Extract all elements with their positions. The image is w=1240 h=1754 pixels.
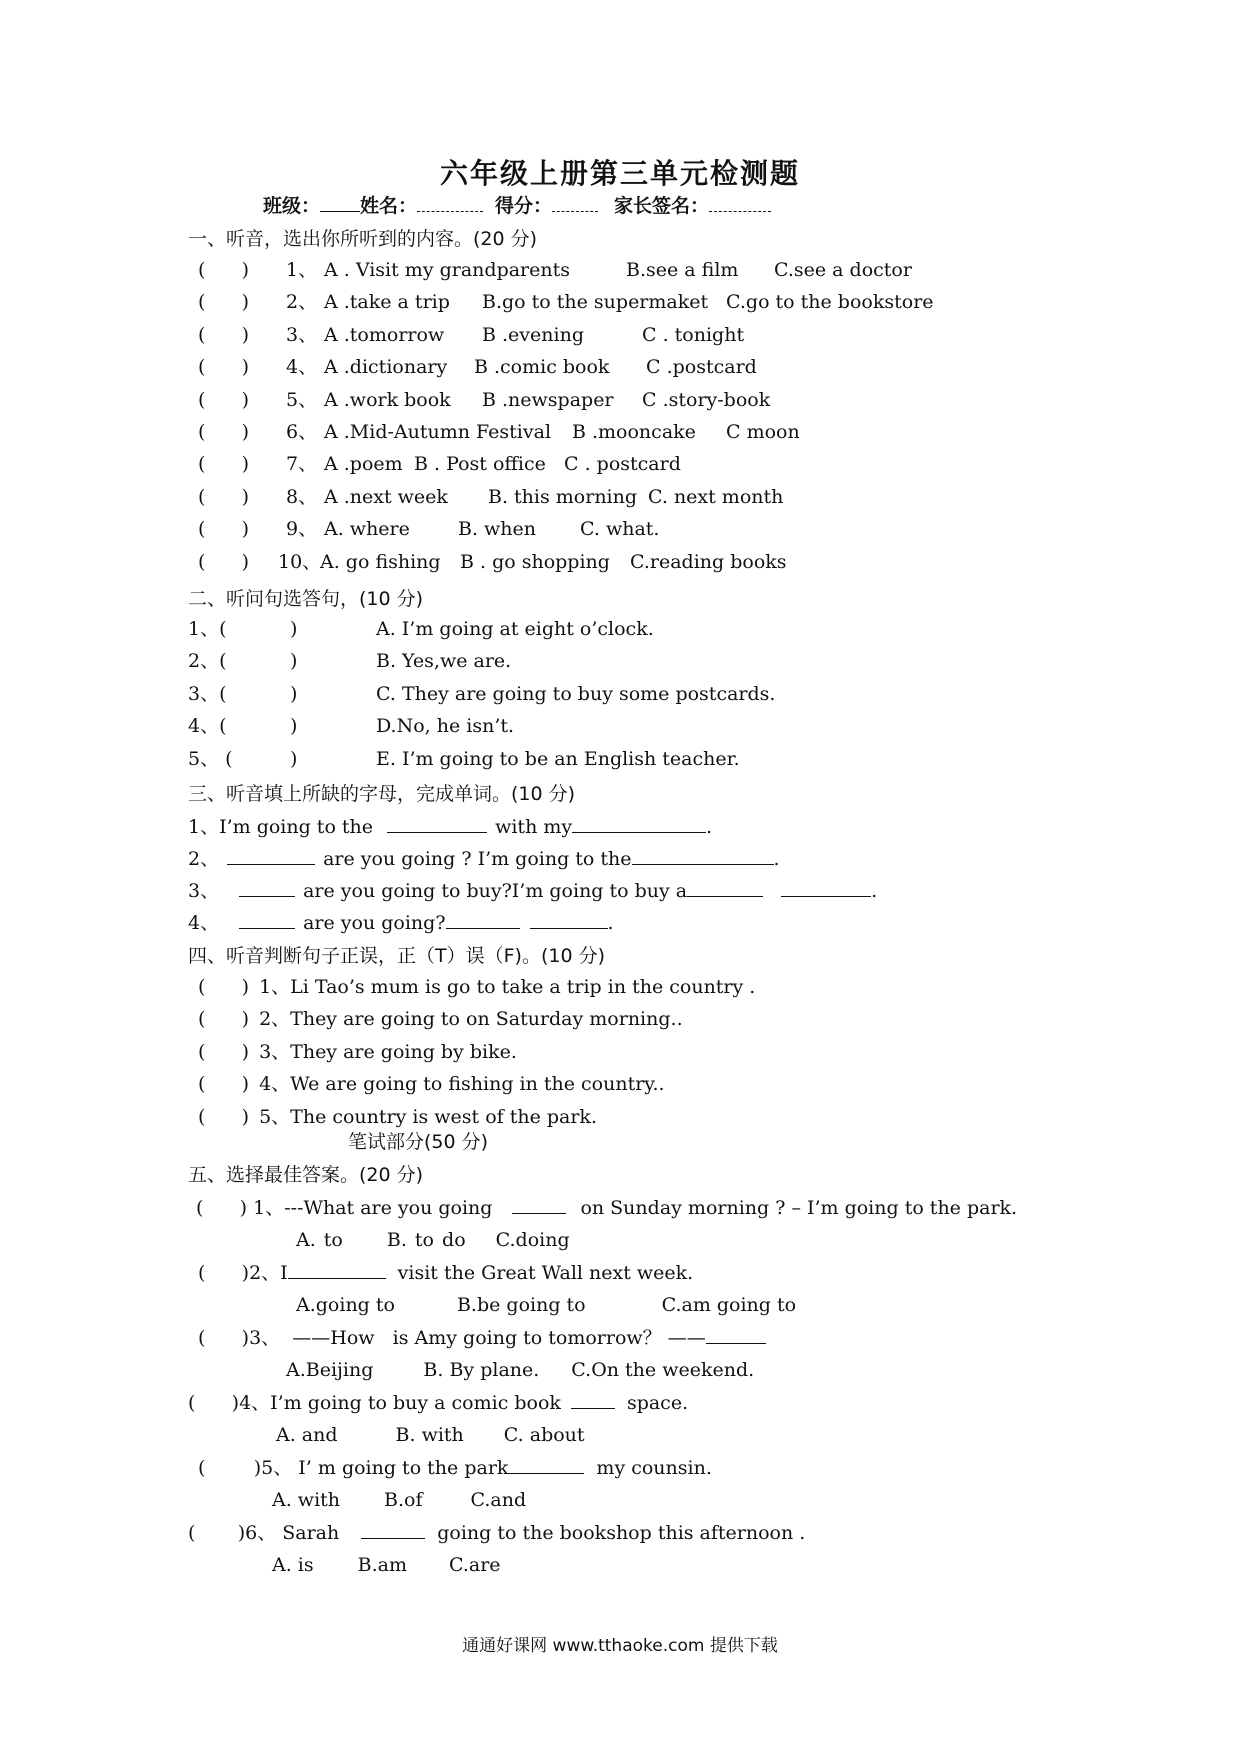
item-number: 5、 [261, 1457, 293, 1479]
answer-blank[interactable] [387, 814, 487, 833]
item-number: 10、 [278, 550, 322, 573]
answer-bracket[interactable]: ( ) [198, 259, 250, 281]
mc-question-6 [188, 1520, 805, 1545]
answer-option: B. Yes,we are. [376, 650, 512, 673]
written-part-heading: 笔试部分(50 分) [348, 1131, 489, 1153]
question-text: I’m going to buy a comic book [270, 1392, 561, 1414]
statement-text: They are going by bike. [290, 1040, 517, 1063]
item-number[interactable]: 4、( [188, 715, 227, 738]
question-answer-item [188, 682, 776, 706]
option-c[interactable]: C. next month [648, 485, 784, 508]
item-number: 4、 [259, 1073, 291, 1096]
answer-bracket[interactable]: ( ) [198, 291, 250, 314]
statement-text: They are going to on Saturday morning.. [290, 1008, 683, 1031]
statement-text: We are going to fishing in the country.. [290, 1073, 665, 1096]
item-number: 5、 [286, 388, 318, 411]
answer-bracket[interactable]: ( ) [198, 1457, 262, 1479]
answer-blank[interactable] [706, 1325, 766, 1344]
option-b[interactable]: B.am [357, 1554, 407, 1576]
question-answer-item [188, 649, 512, 673]
class-label: 班级： [263, 195, 321, 217]
sentence-text: are you going ? I’m going to the [323, 848, 632, 870]
mc-options-3 [286, 1358, 754, 1382]
fill-line-4 [188, 910, 614, 935]
answer-bracket[interactable]: ( ) [198, 1327, 250, 1349]
item-number: 1、 [253, 1197, 285, 1219]
answer-blank[interactable] [239, 910, 295, 929]
option-c[interactable]: C.are [449, 1554, 501, 1576]
answer-bracket-close[interactable]: ) [290, 682, 298, 705]
option-b[interactable]: B .newspaper [482, 388, 614, 411]
option-c[interactable]: C.go to the bookstore [726, 291, 934, 314]
mc-question-3 [198, 1325, 766, 1350]
option-c[interactable]: C.reading books [630, 550, 787, 573]
answer-bracket[interactable]: ( ) [198, 1008, 250, 1031]
option-c[interactable]: C .postcard [646, 356, 757, 379]
question-text: ---What are you going [284, 1197, 493, 1219]
item-number[interactable]: 3、( [188, 682, 227, 705]
item-number: 7、 [286, 453, 318, 476]
item-number: 8、 [286, 485, 318, 508]
item-number: 6、 [245, 1522, 277, 1544]
answer-blank[interactable] [239, 878, 295, 897]
answer-option: C. They are going to buy some postcards. [376, 682, 776, 705]
option-b[interactable]: B.of [384, 1489, 423, 1511]
item-number: 5、 [259, 1105, 291, 1128]
answer-bracket[interactable]: ( ) [198, 1105, 250, 1128]
option-c[interactable]: C.and [470, 1489, 527, 1511]
true-false-item [198, 1105, 597, 1129]
question-text: visit the Great Wall next week. [397, 1262, 694, 1284]
option-b[interactable]: B . Post office [414, 453, 546, 476]
option-c[interactable]: C.doing [495, 1229, 570, 1251]
fill-line-3 [188, 878, 877, 903]
option-b[interactable]: B. to do [386, 1229, 466, 1251]
question-answer-item [188, 714, 515, 738]
option-b[interactable]: B. when [458, 518, 537, 541]
sentence-end: . [773, 848, 780, 870]
option-b[interactable]: B.be going to [456, 1294, 586, 1316]
option-c[interactable]: C moon [726, 421, 800, 443]
answer-bracket[interactable]: ( ) [196, 1197, 248, 1219]
answer-bracket[interactable]: ( ) [198, 485, 250, 508]
answer-blank[interactable] [572, 814, 706, 833]
option-a[interactable]: A .Mid-Autumn Festival [324, 421, 552, 443]
option-b[interactable]: B .comic book [474, 356, 610, 379]
answer-option: E. I’m going to be an English teacher. [376, 747, 740, 770]
option-a[interactable]: A. is [272, 1554, 314, 1576]
option-a[interactable]: A .tomorrow [324, 323, 445, 346]
sentence-text: are you going to buy?I’m going to buy a [303, 880, 688, 902]
student-info-line [263, 193, 771, 218]
option-a[interactable]: A . Visit my grandparents [324, 259, 571, 281]
answer-bracket[interactable]: ( ) [198, 550, 250, 573]
question-text: going to the bookshop this afternoon . [437, 1522, 806, 1544]
answer-blank[interactable] [530, 910, 608, 929]
option-b[interactable]: B . go shopping [460, 550, 610, 573]
mc-question-5 [198, 1455, 712, 1480]
question-text: is Amy going to tomorrow？ —— [392, 1327, 706, 1349]
parent-sign-field[interactable] [709, 193, 771, 212]
option-a[interactable]: A .take a trip [324, 291, 450, 314]
sentence-text: I’m going to the [219, 816, 374, 838]
item-number: 4、 [286, 356, 318, 379]
section-4-heading: 四、听音判断句子正误，正（T）误（F)。(10 分) [188, 945, 605, 967]
answer-blank[interactable] [508, 1455, 584, 1474]
option-b[interactable]: B. this morning [488, 485, 638, 508]
question-text: space. [626, 1392, 689, 1414]
answer-blank[interactable] [361, 1520, 425, 1539]
section-5-heading: 五、选择最佳答案。(20 分) [188, 1164, 424, 1186]
name-label: 姓名： [360, 195, 418, 217]
question-text: my counsin. [596, 1457, 712, 1479]
statement-text: Li Tao’s mum is go to take a trip in the country . [290, 976, 756, 998]
footer-source: 通通好课网 www.tthaoke.com 提供下载 [462, 1636, 778, 1656]
answer-bracket[interactable]: ( ) [198, 1262, 250, 1284]
score-field[interactable] [552, 193, 598, 212]
item-number: 3、 [249, 1327, 281, 1349]
answer-blank[interactable] [687, 878, 763, 897]
option-c[interactable]: C.see a doctor [774, 259, 912, 281]
item-number: 1、 [259, 976, 291, 998]
question-answer-item [188, 747, 740, 771]
question-text: Sarah [282, 1522, 340, 1544]
mc-options-6 [272, 1553, 501, 1577]
name-field[interactable] [417, 193, 483, 212]
true-false-item [198, 1007, 683, 1031]
item-number: 4、 [188, 912, 220, 934]
item-number[interactable]: 5、 ( [188, 747, 233, 770]
mc-options-4 [276, 1423, 585, 1447]
question-text: ——How [292, 1327, 375, 1349]
answer-bracket[interactable]: ( ) [188, 1522, 246, 1544]
option-c[interactable]: C.am going to [661, 1294, 797, 1316]
item-number: 3、 [259, 1040, 291, 1063]
option-b[interactable]: B. with [395, 1424, 464, 1446]
answer-bracket[interactable]: ( ) [198, 976, 250, 998]
answer-bracket[interactable]: ( ) [198, 421, 250, 443]
item-number: 3、 [188, 880, 220, 902]
option-c[interactable]: C. about [503, 1424, 585, 1446]
mc-options-5 [272, 1488, 526, 1512]
option-a[interactable]: A. and [276, 1424, 338, 1446]
item-number: 2、 [259, 1008, 291, 1031]
item-number: 6、 [286, 421, 318, 443]
mc-options-2 [296, 1293, 796, 1317]
option-b[interactable]: B .evening [482, 323, 584, 346]
mc-question-2 [198, 1260, 693, 1285]
question-answer-item [188, 617, 654, 641]
option-c[interactable]: C.On the weekend. [571, 1359, 755, 1381]
item-number[interactable]: 2、( [188, 650, 227, 673]
answer-option: A. I’m going at eight o’clock. [376, 618, 654, 640]
sentence-text: with my [495, 816, 573, 838]
item-number: 3、 [286, 323, 318, 346]
option-c[interactable]: C . tonight [642, 323, 745, 346]
item-number: 4、 [239, 1392, 271, 1414]
option-a[interactable]: A. to [296, 1229, 343, 1251]
answer-blank[interactable] [227, 846, 315, 865]
answer-bracket[interactable]: ( ) [198, 388, 250, 411]
answer-option: D.No, he isn’t. [376, 715, 515, 738]
question-text: I’ m going to the park [298, 1457, 509, 1479]
answer-bracket[interactable]: ( ) [198, 1040, 250, 1063]
option-a[interactable]: A.going to [296, 1294, 395, 1316]
section-1-heading: 一、听音，选出你所听到的内容。(20 分) [188, 228, 538, 250]
statement-text: The country is west of the park. [290, 1105, 597, 1128]
option-b[interactable]: B. By plane. [423, 1359, 540, 1381]
item-number: 9、 [286, 518, 318, 541]
answer-bracket-close[interactable]: ) [290, 618, 298, 640]
answer-bracket[interactable]: ( ) [198, 518, 250, 541]
answer-bracket[interactable]: ( ) [188, 1392, 240, 1414]
mc-question-1 [196, 1195, 1017, 1220]
class-field[interactable] [320, 193, 360, 212]
answer-bracket[interactable]: ( ) [198, 453, 250, 476]
option-a[interactable]: A .poem [324, 453, 403, 476]
option-b[interactable]: B .mooncake [572, 421, 696, 443]
section-3-heading: 三、听音填上所缺的字母，完成单词。(10 分) [188, 783, 576, 805]
answer-bracket[interactable]: ( ) [198, 356, 250, 379]
answer-blank[interactable] [288, 1260, 386, 1279]
option-a[interactable]: A. with [272, 1489, 341, 1511]
answer-bracket-close[interactable]: ) [290, 715, 298, 738]
item-number: 2、 [249, 1262, 281, 1284]
option-c[interactable]: C .story-book [642, 388, 771, 411]
answer-bracket[interactable]: ( ) [198, 1073, 250, 1096]
answer-blank[interactable] [632, 846, 774, 865]
option-a[interactable]: A .work book [324, 388, 451, 411]
question-text: I [280, 1262, 288, 1284]
section-2-heading: 二、听问句选答句，(10 分) [188, 588, 424, 610]
option-a[interactable]: A. go fishing [320, 550, 441, 573]
sentence-text: are you going? [303, 912, 446, 934]
true-false-item [198, 975, 755, 999]
item-number: 1、 [286, 259, 318, 281]
answer-bracket-close[interactable]: ) [290, 650, 298, 673]
answer-bracket[interactable]: ( ) [198, 323, 250, 346]
answer-blank[interactable] [512, 1195, 566, 1214]
option-c[interactable]: C. what. [580, 518, 660, 541]
question-text: on Sunday morning ? – I’m going to the park. [580, 1197, 1018, 1219]
item-number: 2、 [286, 291, 318, 314]
page-title: 六年级上册第三单元检测题 [439, 157, 800, 190]
answer-blank[interactable] [446, 910, 520, 929]
answer-blank[interactable] [571, 1390, 615, 1409]
option-a[interactable]: A. where [324, 518, 410, 541]
true-false-item [198, 1072, 665, 1096]
sentence-end: . [706, 816, 713, 838]
sentence-end: . [871, 880, 878, 902]
option-b[interactable]: B.see a film [626, 259, 739, 281]
fill-line-2 [188, 846, 780, 871]
answer-blank[interactable] [781, 878, 871, 897]
option-a[interactable]: A.Beijing [286, 1359, 374, 1381]
item-number: 1、 [188, 816, 220, 838]
option-a[interactable]: A .next week [324, 485, 448, 508]
item-number[interactable]: 1、( [188, 618, 227, 640]
true-false-item [198, 1040, 517, 1064]
score-label: 得分： [495, 195, 553, 217]
option-b[interactable]: B.go to the supermaket [482, 291, 709, 314]
parent-sign-label: 家长签名： [614, 195, 710, 217]
sentence-end: . [607, 912, 614, 934]
item-number: 2、 [188, 848, 220, 870]
mc-options-1 [296, 1228, 570, 1252]
answer-bracket-close[interactable]: ) [290, 747, 298, 770]
mc-question-4 [188, 1390, 688, 1415]
fill-line-1 [188, 814, 712, 839]
option-a[interactable]: A .dictionary [324, 356, 448, 379]
option-c[interactable]: C . postcard [564, 453, 681, 476]
